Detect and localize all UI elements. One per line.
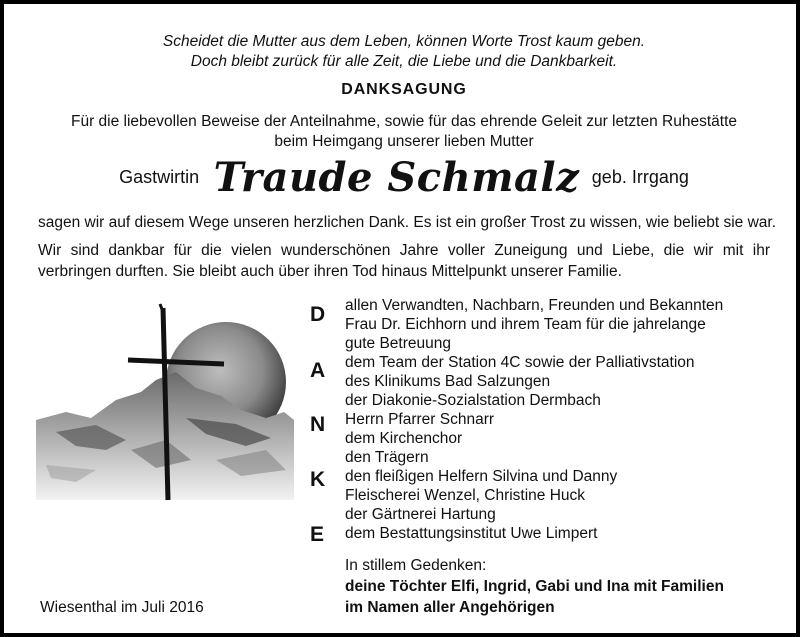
danke-letter-a: A	[310, 359, 326, 382]
deceased-name-row	[4, 154, 800, 204]
thanks-item: den Trägern	[345, 449, 429, 466]
danke-letter-d: D	[310, 303, 326, 326]
thanks-item: gute Betreuung	[345, 335, 452, 352]
thanks-line: sagen wir auf diesem Wege unseren herzlichen Dank. Es ist ein großer Trost zu wissen, wie beliebt sie war.	[38, 214, 777, 231]
verse-line-1: Scheidet die Mutter aus dem Leben, können Worte Trost kaum geben.	[162, 33, 646, 50]
name-prefix: Gastwirtin	[119, 167, 200, 187]
thanks-item: der Gärtnerei Hartung	[345, 506, 496, 523]
deceased-name: Traude Schmalz	[213, 154, 580, 201]
signoff-relatives: im Namen aller Angehörigen	[345, 599, 555, 616]
verse-line-2: Doch bleibt zurück für alle Zeit, die Liebe und die Dankbarkeit.	[190, 53, 618, 70]
cross-mountain-image	[36, 300, 296, 515]
thanks-item: Herrn Pfarrer Schnarr	[345, 411, 495, 428]
place-date: Wiesenthal im Juli 2016	[40, 599, 204, 616]
danke-letter-k: K	[310, 468, 326, 491]
gratitude-paragraph: Wir sind dankbar für die vielen wunderschönen Jahre voller Zuneigung und Liebe, die wir mit ihr verbringen durften. Sie bleibt auch über ihren Tod hinaus Mittelpunkt unserer Familie.	[38, 242, 770, 280]
name-suffix: geb. Irrgang	[591, 167, 689, 187]
signoff-intro: In stillem Gedenken:	[345, 557, 487, 574]
thanks-item: Fleischerei Wenzel, Christine Huck	[345, 487, 586, 504]
intro-line-2: beim Heimgang unserer lieben Mutter	[274, 133, 534, 150]
signoff-family: deine Töchter Elfi, Ingrid, Gabi und Ina mit Familien	[345, 578, 724, 595]
thanks-item: dem Kirchenchor	[345, 430, 463, 447]
intro-line-1: Für die liebevollen Beweise der Anteilnahme, sowie für das ehrende Geleit zur letzten Ruhestätte	[70, 113, 737, 130]
thanks-item: dem Team der Station 4C sowie der Palliativstation	[345, 354, 695, 371]
thanks-item: des Klinikums Bad Salzungen	[345, 373, 551, 390]
thanks-item: dem Bestattungsinstitut Uwe Limpert	[345, 525, 598, 542]
danke-letter-e: E	[310, 523, 325, 546]
thanks-item: Frau Dr. Eichhorn und ihrem Team für die jahrelange	[345, 316, 706, 333]
thanks-item: allen Verwandten, Nachbarn, Freunden und Bekannten	[345, 297, 724, 314]
thanks-item: der Diakonie-Sozialstation Dermbach	[345, 392, 601, 409]
thanks-item: den fleißigen Helfern Silvina und Danny	[345, 468, 618, 485]
notice-heading: DANKSAGUNG	[341, 81, 467, 98]
cross-mountain-icon	[36, 300, 296, 510]
danke-letter-n: N	[310, 413, 326, 436]
